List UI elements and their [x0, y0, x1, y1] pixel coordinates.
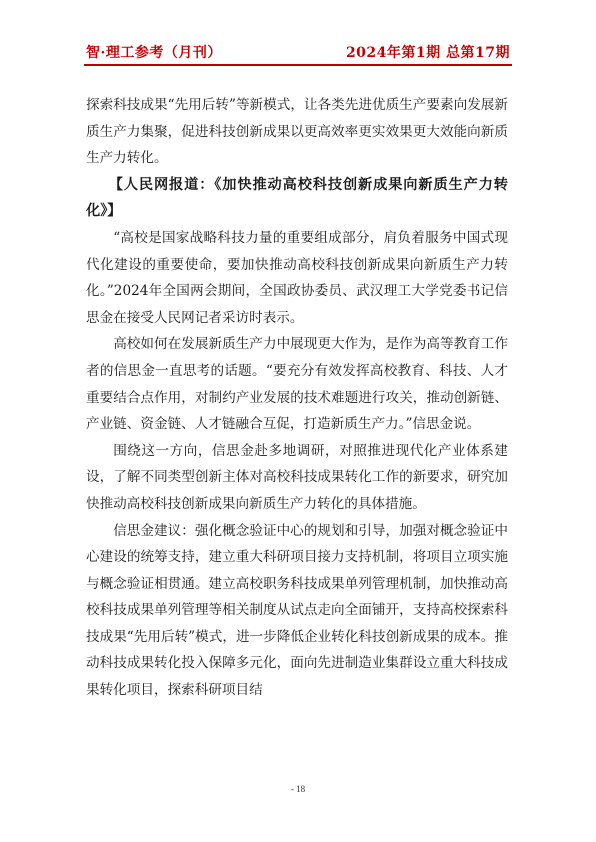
article-body [86, 92, 508, 704]
issue-info: 2024年第1期 总第17期 [345, 45, 510, 61]
section-heading: 【人民网报道：《加快推动高校科技创新成果向新质生产力转化》】 [86, 176, 508, 220]
paragraph: “高校是国家战略科技力量的重要组成部分，肩负着服务中国式现代化建设的重要使命，要加快推动高校科技创新成果向新质生产力转化。”2024年全国两会期间，全国政协委员、武汉理工大学党委书记信思金在接受人民网记者采访时表示。 [86, 229, 508, 326]
paragraph: 信思金建议：强化概念验证中心的规划和引导，加强对概念验证中心建设的统筹支持，建立重大科研项目接力支持机制，将项目立项实施与概念验证相贯通。建立高校职务科技成果单列管理机制，加快推动高校科技成果单列管理等相关制度从试点走向全面铺开，支持高校探索科技成果“先用后转”模式，进一步降低企业转化科技创新成果的成本。推动科技成果转化投入保障多元化，面向先进制造业集群设立重大科技成果转化项目，探索科研项目结 [86, 522, 508, 699]
header-divider [84, 64, 512, 66]
running-header [86, 40, 510, 62]
paragraph-continuation: 探索科技成果“先用后转”等新模式，让各类先进优质生产要素向发展新质生产力集聚，促进科技创新成果以更高效率更实效果更大效能向新质生产力转化。 [86, 97, 508, 167]
paragraph: 围绕这一方向，信思金赴多地调研，对照推进现代化产业体系建设，了解不同类型创新主体对高校科技成果转化工作的新要求，研究加快推动高校科技创新成果向新质生产力转化的具体措施。 [86, 442, 508, 512]
paragraph: 高校如何在发展新质生产力中展现更大作为，是作为高等教育工作者的信思金一直思考的话题。“要充分有效发挥高校教育、科技、人才重要结合点作用，对制约产业发展的技术难题进行攻关，推动创新链、产业链、资金链、人才链融合互促，打造新质生产力。”信思金说。 [86, 336, 508, 433]
journal-title: 智·理工参考（月刊） [86, 45, 222, 61]
page-number: - 18 [290, 784, 306, 794]
